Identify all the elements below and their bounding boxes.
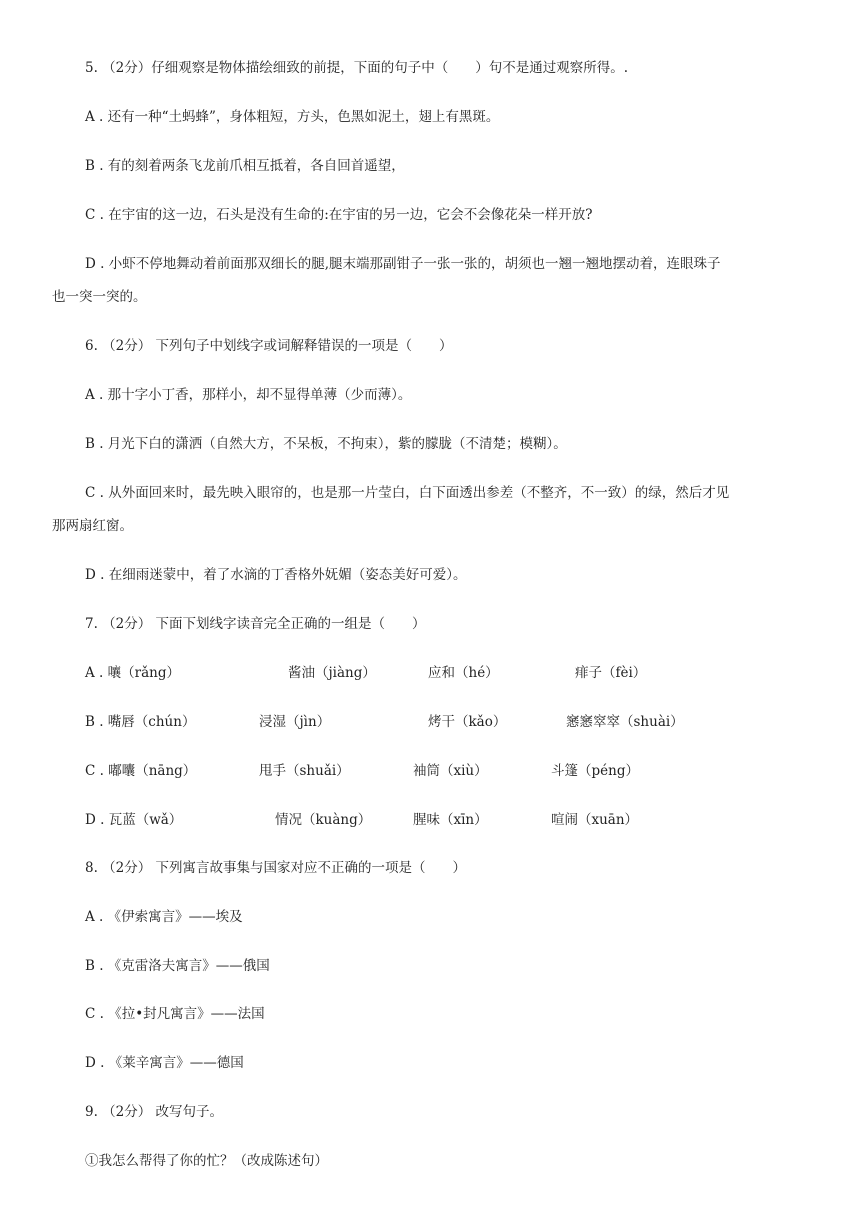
question-5-stem: 5. （2分）仔细观察是物体描绘细致的前提，下面的句子中（ ）句不是通过观察所得。. [85,60,629,76]
question-8-option-b: B . 《克雷洛夫寓言》——俄国 [85,958,270,974]
question-7-option-a-word-4: 痱子（fèi） [575,665,647,681]
question-7-option-c-word-3: 袖筒（xiù） [413,763,488,779]
question-5-option-b: B . 有的刻着两条飞龙前爪相互抵着，各自回首遥望， [85,158,405,174]
question-7-option-b-word-1: B . 嘴唇（chún） [85,714,196,730]
question-6-stem: 6. （2分） 下列句子中划线字或词解释错误的一项是（ ） [85,338,453,354]
question-6-option-c-continued: 那两扇红窗。 [52,518,133,534]
question-7-option-d-word-4: 喧闹（xuān） [551,812,639,828]
question-6-option-d: D . 在细雨迷蒙中，着了水滴的丁香格外妩媚（姿态美好可爱）。 [85,567,467,583]
question-9-item-1: ①我怎么帮得了你的忙？（改成陈述句） [85,1153,328,1169]
question-7-option-c-word-1: C . 嘟囔（nāng） [85,763,197,779]
question-6-option-b: B . 月光下白的潇洒（自然大方，不呆板，不拘束），紫的朦胧（不清楚；模糊）。 [85,436,567,452]
question-7-option-c-word-2: 甩手（shuǎi） [259,763,350,779]
question-9-stem: 9. （2分） 改写句子。 [85,1104,224,1120]
question-8-option-a: A . 《伊索寓言》——埃及 [85,909,243,925]
question-6-option-a: A . 那十字小丁香，那样小，却不显得单薄（少而薄）。 [85,387,412,403]
question-7-option-a-word-3: 应和（hé） [428,665,499,681]
question-5-option-d-continued: 也一突一突的。 [52,289,147,305]
question-7-option-a-word-2: 酱油（jiàng） [288,665,376,681]
question-8-stem: 8. （2分） 下列寓言故事集与国家对应不正确的一项是（ ） [85,860,467,876]
question-7-option-a-word-1: A . 嚷（rǎng） [85,665,180,681]
question-7-option-d-word-1: D . 瓦蓝（wǎ） [85,812,183,828]
question-7-stem: 7. （2分） 下面下划线字读音完全正确的一组是（ ） [85,616,426,632]
question-8-option-d: D . 《莱辛寓言》——德国 [85,1055,244,1071]
question-6-option-c: C . 从外面回来时，最先映入眼帘的，也是那一片莹白，白下面透出参差（不整齐，不一致）的绿，然后才见 [85,485,730,501]
question-5-option-c: C . 在宇宙的这一边，石头是没有生命的:在宇宙的另一边，它会不会像花朵一样开放? [85,207,593,223]
question-7-option-d-word-2: 情况（kuàng） [275,812,372,828]
question-5-option-a: A . 还有一种“土蚂蜂”，身体粗短，方头，色黑如泥土，翅上有黑斑。 [85,109,500,125]
question-8-option-c: C . 《拉•封凡寓言》——法国 [85,1006,265,1022]
question-7-option-b-word-2: 浸湿（jìn） [259,714,331,730]
question-7-option-d-word-3: 腥味（xīn） [413,812,488,828]
question-5-option-d: D . 小虾不停地舞动着前面那双细长的腿,腿末端那副钳子一张一张的，胡须也一翘一翘地摆动着，连眼珠子 [85,256,721,272]
question-7-option-b-word-3: 烤干（kǎo） [428,714,507,730]
question-7-option-c-word-4: 斗篷（péng） [551,763,639,779]
question-7-option-b-word-4: 窸窸窣窣（shuài） [566,714,684,730]
